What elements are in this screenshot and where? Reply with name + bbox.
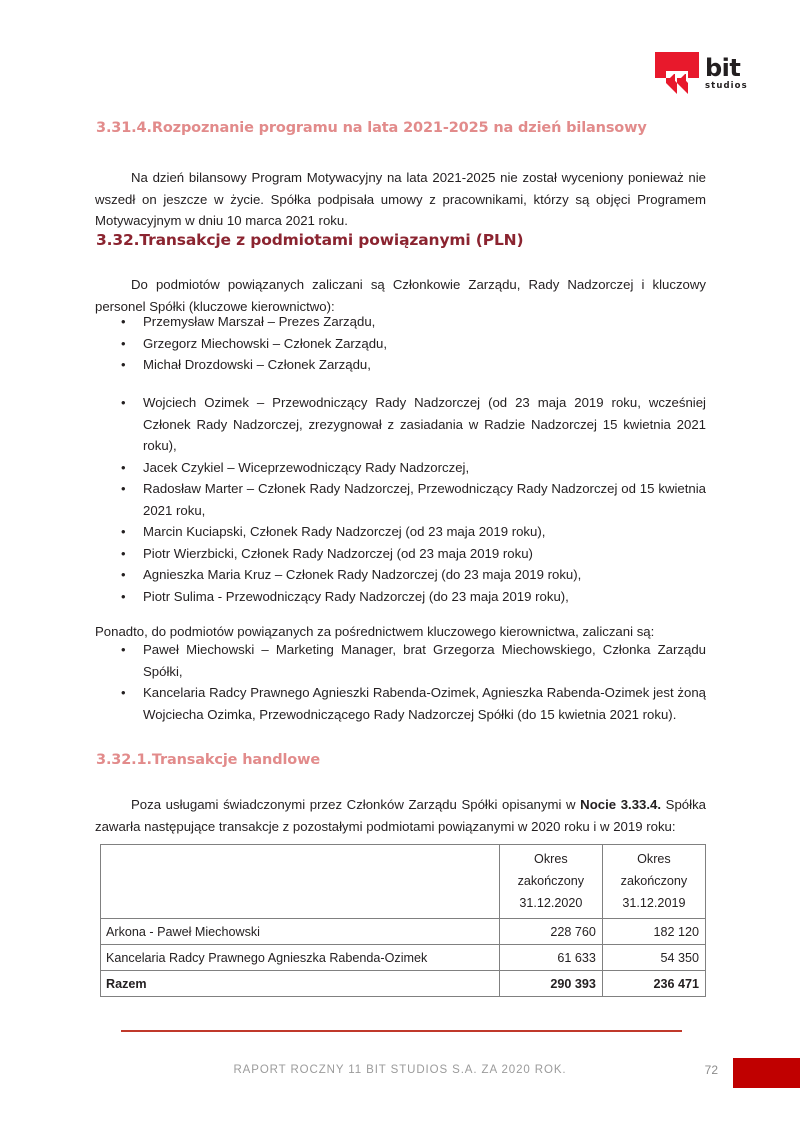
paragraph-program-valuation: Na dzień bilansowy Program Motywacyjny na lata 2021-2025 nie został wyceniony ponieważ nie wszedł on jeszcze w życie. Spółka podpisała umowy z pracownikami, którzy są objęci Programem Motywacyjnym w dniu 10 marca 2021 roku.	[95, 170, 706, 229]
header-line-1: Okres	[534, 852, 568, 866]
table-header-2019	[602, 845, 705, 919]
table-row	[101, 919, 706, 945]
paragraph-related-parties-intro: Do podmiotów powiązanych zaliczani są Członkowie Zarządu, Rady Nadzorczej i kluczowy personel Spółki (kluczowe kierownictwo):	[95, 277, 706, 314]
list-management-board	[95, 311, 706, 376]
heading-3-32: 3.32.Transakcje z podmiotami powiązanymi (PLN)	[96, 231, 524, 249]
company-logo	[655, 52, 755, 102]
list-item: • Agnieszka Maria Kruz – Członek Rady Nadzorczej (do 23 maja 2019 roku),	[95, 564, 706, 586]
list-item: • Grzegorz Miechowski – Członek Zarządu,	[95, 333, 706, 355]
list-item: • Paweł Miechowski – Marketing Manager, brat Grzegorza Miechowskiego, Członka Zarządu Spółki,	[95, 639, 706, 682]
table-total-row	[101, 971, 706, 997]
header-line-3: 31.12.2019	[622, 896, 686, 910]
page-number: 72	[704, 1063, 718, 1077]
row-value-2020: 61 633	[499, 945, 602, 971]
list-item: • Wojciech Ozimek – Przewodniczący Rady Nadzorczej (od 23 maja 2019 roku, wcześniej Członek Rady Nadzorczej, zrezygnował z zasiadania w Radzie Nadzorczej 15 kwietnia 2021 roku),	[95, 392, 706, 457]
table-header-blank	[101, 845, 500, 919]
table-header-row	[101, 845, 706, 919]
logo-studios-text: studios	[705, 81, 748, 91]
row-value-2019: 182 120	[602, 919, 705, 945]
total-value-2019: 236 471	[602, 971, 705, 997]
header-line-3: 31.12.2020	[519, 896, 583, 910]
list-item: • Jacek Czykiel – Wiceprzewodniczący Rady Nadzorczej,	[95, 457, 706, 479]
table-header-2020	[499, 845, 602, 919]
11-bit-studios-logo-mark-icon	[655, 52, 699, 94]
heading-3-31-4: 3.31.4.Rozpoznanie programu na lata 2021-2025 na dzień bilansowy	[96, 120, 647, 136]
paragraph-commercial-transactions	[95, 794, 706, 837]
list-supervisory-board	[95, 392, 706, 607]
list-item: • Kancelaria Radcy Prawnego Agnieszki Rabenda-Ozimek, Agnieszka Rabenda-Ozimek jest żoną Wojciecha Ozimka, Przewodniczącego Rady Nadzorczej Spółki (do 15 kwietnia 2021 roku).	[95, 682, 706, 725]
list-indirect-related-parties	[95, 639, 706, 725]
list-item: • Przemysław Marszał – Prezes Zarządu,	[95, 311, 706, 333]
list-item: • Marcin Kuciapski, Członek Rady Nadzorczej (od 23 maja 2019 roku),	[95, 521, 706, 543]
heading-3-32-1: 3.32.1.Transakcje handlowe	[96, 752, 321, 768]
list-item: • Michał Drozdowski – Członek Zarządu,	[95, 354, 706, 376]
header-line-2: zakończony	[620, 874, 688, 888]
paragraph-part-1: Poza usługami świadczonymi przez Członków Zarządu Spółki opisanymi w	[131, 797, 581, 813]
logo-bit-text: bit	[705, 54, 741, 82]
list-item: • Radosław Marter – Członek Rady Nadzorczej, Przewodniczący Rady Nadzorczej od 15 kwietnia 2021 roku,	[95, 478, 706, 521]
header-line-1: Okres	[637, 852, 671, 866]
paragraph-part-2: Spółka zawarła następujące transakcje z pozostałymi podmiotami powiązanymi w 2020 roku i w 2019 roku:	[95, 797, 706, 834]
paragraph-indirect-related-parties: Ponadto, do podmiotów powiązanych za pośrednictwem kluczowego kierownictwa, zaliczani są:	[95, 624, 655, 640]
list-item: • Piotr Wierzbicki, Członek Rady Nadzorczej (od 23 maja 2019 roku)	[95, 543, 706, 565]
logo-wordmark	[705, 56, 757, 91]
row-label: Arkona - Paweł Miechowski	[101, 919, 500, 945]
row-value-2019: 54 350	[602, 945, 705, 971]
total-value-2020: 290 393	[499, 971, 602, 997]
related-party-transactions-table	[100, 844, 706, 997]
footer-divider	[121, 1030, 682, 1032]
note-reference: Nocie 3.33.4.	[580, 797, 662, 813]
row-label: Kancelaria Radcy Prawnego Agnieszka Rabenda-Ozimek	[101, 945, 500, 971]
list-item: • Piotr Sulima - Przewodniczący Rady Nadzorczej (do 23 maja 2019 roku),	[95, 586, 706, 608]
table-row	[101, 945, 706, 971]
total-label: Razem	[101, 971, 500, 997]
footer-report-title: RAPORT ROCZNY 11 BIT STUDIOS S.A. ZA 2020 ROK.	[233, 1064, 567, 1076]
row-value-2020: 228 760	[499, 919, 602, 945]
header-line-2: zakończony	[517, 874, 585, 888]
footer-accent-block	[733, 1058, 800, 1088]
